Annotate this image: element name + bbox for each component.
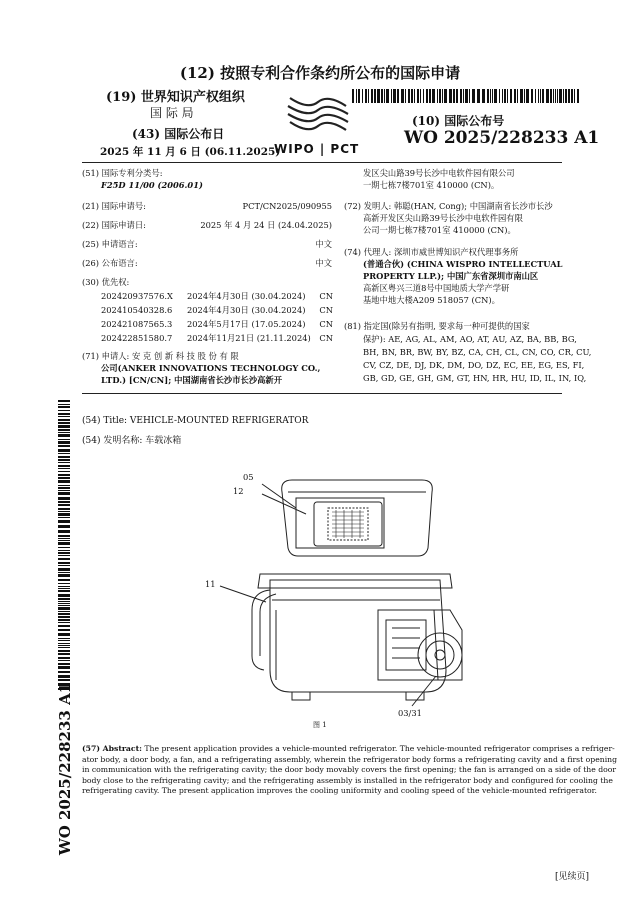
designated-states-line: 保护): AE, AG, AL, AM, AO, AT, AU, AZ, BA, BB, BG, — [363, 334, 577, 344]
designated-states-line: GB, GD, GE, GH, GM, GT, HN, HR, HU, ID, IL, IN, IQ, — [363, 373, 587, 383]
abstract-line: The present application provides a vehicle-mounted refrigerator. The vehicle-mounted refrigerator comprises a refriger- — [144, 744, 615, 753]
pub-date: 2025 年 11 月 6 日 (06.11.2025) — [100, 146, 281, 158]
wipo-org-line1: (19) 世界知识产权组织 — [106, 90, 245, 105]
agent-line: 高新区粤兴三道8号中国地质大学产学研 — [363, 283, 510, 293]
side-barcode — [58, 400, 70, 690]
abstract-line: in communication with the refrigerating cavity; the door body movably covers the first opening; the fan is arranged on a side of the door — [82, 765, 617, 775]
abstract-line: refrigerating cavity. The present application improves the cooling uniformity and cooling speed of the vehicle-mounted refrigerator. — [82, 786, 597, 796]
figure-label: 05 — [243, 472, 254, 482]
app-no-label: (21) 国际申请号: — [82, 201, 146, 211]
abstract-line: body close to the refrigerating cavity; and the refrigerating assembly is installed in the refrigerator body and configured for cooling the — [82, 775, 613, 785]
filing-date: 2025 年 4 月 24 日 (24.04.2025) — [200, 220, 332, 230]
pub-number: WO 2025/228233 A1 — [404, 128, 600, 148]
figure-label: 12 — [233, 486, 244, 496]
abstract-label: (57) Abstract: — [82, 744, 142, 753]
applicant-line: (71) 申请人: 安 克 创 新 科 技 股 份 有 限 — [82, 351, 239, 361]
inventor-line: 公司一期七栋7楼701室 410000 (CN)。 — [363, 225, 516, 235]
priority-label: (30) 优先权: — [82, 277, 130, 287]
applicant-line: LTD.) [CN/CN]; 中国湖南省长沙市长沙高新开 — [101, 375, 283, 385]
figure-label: 03/31 — [398, 708, 422, 718]
designated-states-line: BH, BN, BR, BW, BY, BZ, CA, CH, CL, CN, CO, CR, CU, — [363, 347, 592, 357]
filing-lang: 中文 — [315, 239, 332, 249]
designated-states-line: CV, CZ, DE, DJ, DK, DM, DO, DZ, EC, EE, EG, ES, FI, — [363, 360, 585, 370]
title-en: (54) Title: VEHICLE-MOUNTED REFRIGERATOR — [82, 416, 309, 426]
app-no: PCT/CN2025/090955 — [242, 201, 332, 211]
pub-lang-label: (26) 公布语言: — [82, 258, 138, 268]
wipo-logo-text: WIPO | PCT — [274, 142, 360, 156]
abstract-line: ator body, a door body, a fan, and a refrigerating assembly, wherein the refrigerator body forms a refrigerating cavity and a first opening — [82, 754, 618, 764]
inventor-line: 高新开发区尖山路39号长沙中电软件园有限 — [363, 213, 523, 223]
agent-line: (普通合伙) (CHINA WISPRO INTELLECTUAL — [363, 259, 563, 269]
ipc-label: (51) 国际专利分类号: — [82, 168, 163, 178]
figure-label: 11 — [205, 579, 216, 589]
agent-line: PROPERTY LLP.); 中国广东省深圳市南山区 — [363, 271, 539, 281]
filing-date-label: (22) 国际申请日: — [82, 220, 146, 230]
figure-caption: 图 1 — [313, 721, 327, 729]
filing-lang-label: (25) 申请语言: — [82, 239, 138, 249]
inventor-line: (72) 发明人: 韩聪(HAN, Cong); 中国湖南省长沙市长沙 — [344, 201, 553, 211]
agent-line: (74) 代理人: 深圳市威世博知识产权代理事务所 — [344, 247, 519, 257]
biblio-divider — [82, 393, 562, 394]
side-publication-code: WO 2025/228233 A1 — [56, 682, 74, 856]
applicant-line: 公司(ANKER INNOVATIONS TECHNOLOGY CO., — [101, 363, 321, 373]
pub-date-label: (43) 国际公布日 — [132, 127, 225, 141]
header-divider — [82, 162, 562, 163]
agent-line: 基地中地大楼A209 518057 (CN)。 — [363, 295, 500, 305]
title-zh: (54) 发明名称: 车载冰箱 — [82, 436, 182, 446]
abstract — [82, 744, 618, 797]
continued-note: [见续页] — [555, 872, 590, 882]
wipo-org-line2: 国 际 局 — [150, 106, 194, 120]
pub-number-label: (10) 国际公布号 — [412, 114, 505, 128]
designated-states-line: (81) 指定国(除另有指明, 要求每一种可提供的国家 — [344, 321, 530, 331]
applicant-cont-line: 发区尖山路39号长沙中电软件园有限公司 — [363, 168, 515, 178]
pub-lang: 中文 — [315, 258, 332, 268]
barcode — [352, 89, 580, 103]
document-title: (12) 按照专利合作条约所公布的国际申请 — [179, 64, 461, 82]
ipc-value: F25D 11/00 (2006.01) — [101, 180, 203, 190]
patent-figure — [200, 470, 480, 730]
applicant-cont-line: 一期七栋7楼701室 410000 (CN)。 — [363, 180, 500, 190]
